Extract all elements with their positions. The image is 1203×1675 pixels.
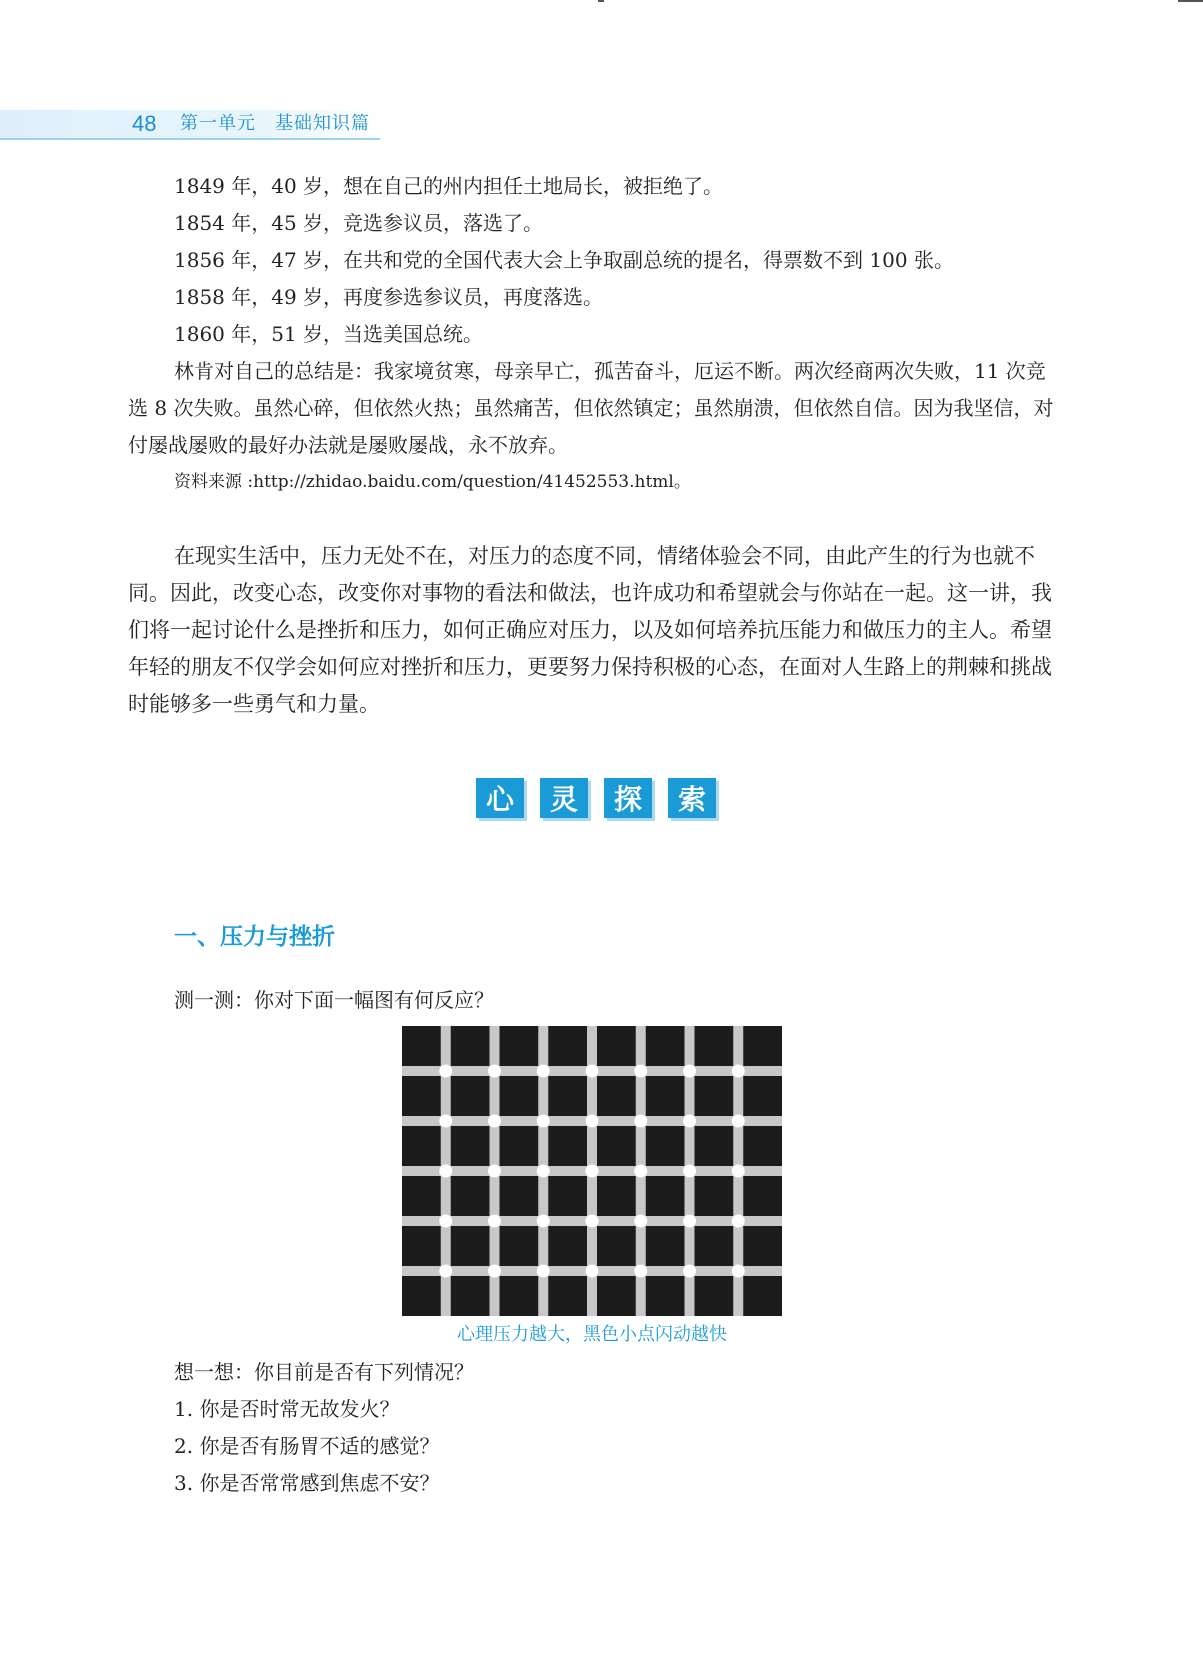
header-rule <box>0 138 380 140</box>
crop-mark-top-center <box>598 0 604 2</box>
intro-section <box>128 538 1060 723</box>
grid-intersection-dot <box>439 1115 452 1128</box>
grid-intersection-dot <box>586 1165 599 1178</box>
grid-intersection-dot <box>439 1165 452 1178</box>
running-header-title: 第一单元 基础知识篇 <box>180 113 370 134</box>
grid-intersection-dot <box>683 1265 696 1278</box>
grid-square <box>500 1226 539 1266</box>
grid-intersection-dot <box>488 1215 501 1228</box>
grid-square <box>597 1226 636 1266</box>
banner-char: 探 <box>604 778 652 818</box>
grid-square <box>695 1076 734 1116</box>
grid-square <box>500 1076 539 1116</box>
grid-intersection-dot <box>634 1115 647 1128</box>
hermann-grid-illusion <box>402 1026 782 1316</box>
grid-intersection-dot <box>634 1265 647 1278</box>
grid-square <box>743 1126 782 1166</box>
intro-paragraph: 在现实生活中，压力无处不在，对压力的态度不同，情绪体验会不同，由此产生的行为也就不同。因此，改变心态，改变你对事物的看法和做法，也许成功和希望就会与你站在一起。这一讲，我们将一起讨论什么是挫折和压力，如何正确应对压力，以及如何培养抗压能力和做压力的主人。希望年轻的朋友不仅学会如何应对挫折和压力，更要努力保持积极的心态，在面对人生路上的荆棘和挑战时能够多一些勇气和力量。 <box>128 544 1052 716</box>
grid-intersection-dot <box>537 1115 550 1128</box>
grid-square <box>402 1076 441 1116</box>
self-check-questions <box>174 1354 474 1502</box>
grid-square <box>695 1176 734 1216</box>
grid-square <box>743 1026 782 1066</box>
grid-intersection-dot <box>732 1065 745 1078</box>
grid-square <box>646 1276 685 1316</box>
grid-square <box>548 1176 587 1216</box>
grid-square <box>548 1026 587 1066</box>
grid-square <box>402 1126 441 1166</box>
grid-square <box>646 1176 685 1216</box>
grid-intersection-dot <box>732 1265 745 1278</box>
grid-intersection-dot <box>634 1165 647 1178</box>
grid-square <box>695 1026 734 1066</box>
grid-intersection-dot <box>488 1265 501 1278</box>
grid-intersection-dot <box>732 1115 745 1128</box>
source-citation: 资料来源 :http://zhidao.baidu.com/question/41452553.html。 <box>174 472 691 492</box>
grid-square <box>500 1126 539 1166</box>
section-heading: 一、压力与挫折 <box>174 924 335 950</box>
grid-intersection-dot <box>488 1165 501 1178</box>
section-banner <box>476 778 716 818</box>
grid-square <box>597 1076 636 1116</box>
story-summary: 林肯对自己的总结是：我家境贫寒，母亲早亡，孤苦奋斗，厄运不断。两次经商两次失败，11 次竞选 8 次失败。虽然心碎，但依然火热；虽然痛苦，但依然镇定；虽然崩溃，但依然自信。因为我坚信，对付屡战屡败的最好办法就是屡败屡战，永不放弃。 <box>128 359 1054 457</box>
grid-intersection-dot <box>537 1215 550 1228</box>
grid-intersection-dot <box>537 1165 550 1178</box>
grid-square <box>743 1226 782 1266</box>
grid-square <box>695 1276 734 1316</box>
grid-square <box>695 1226 734 1266</box>
grid-square <box>548 1126 587 1166</box>
story-line: 1856 年，47 岁，在共和党的全国代表大会上争取副总统的提名，得票数不到 100 张。 <box>174 248 954 272</box>
grid-intersection-dot <box>537 1265 550 1278</box>
grid-square <box>597 1026 636 1066</box>
grid-intersection-dot <box>732 1215 745 1228</box>
lincoln-story <box>128 168 1058 501</box>
grid-intersection-dot <box>683 1065 696 1078</box>
grid-square <box>402 1176 441 1216</box>
grid-intersection-dot <box>683 1215 696 1228</box>
grid-square <box>402 1276 441 1316</box>
grid-intersection-dot <box>488 1065 501 1078</box>
grid-square <box>451 1176 490 1216</box>
grid-square <box>743 1176 782 1216</box>
grid-square <box>548 1076 587 1116</box>
banner-char: 索 <box>668 778 716 818</box>
grid-intersection-dot <box>634 1065 647 1078</box>
grid-square <box>451 1026 490 1066</box>
banner-char: 灵 <box>540 778 588 818</box>
grid-intersection-dot <box>683 1165 696 1178</box>
story-line: 1849 年，40 岁，想在自己的州内担任土地局长，被拒绝了。 <box>174 174 724 198</box>
grid-intersection-dot <box>586 1265 599 1278</box>
grid-intersection-dot <box>439 1215 452 1228</box>
test-prompt: 测一测：你对下面一幅图有何反应？ <box>174 988 494 1012</box>
grid-square <box>695 1126 734 1166</box>
grid-square <box>646 1026 685 1066</box>
grid-square <box>451 1276 490 1316</box>
grid-intersection-dot <box>634 1215 647 1228</box>
grid-square <box>646 1126 685 1166</box>
grid-intersection-dot <box>586 1065 599 1078</box>
grid-square <box>451 1226 490 1266</box>
grid-square <box>548 1276 587 1316</box>
grid-intersection-dot <box>586 1115 599 1128</box>
think-prompt: 想一想：你目前是否有下列情况？ <box>174 1360 474 1384</box>
grid-intersection-dot <box>586 1215 599 1228</box>
grid-intersection-dot <box>537 1065 550 1078</box>
question-item: 2. 你是否有肠胃不适的感觉？ <box>174 1434 440 1458</box>
question-item: 3. 你是否常常感到焦虑不安？ <box>174 1471 440 1495</box>
grid-square <box>500 1026 539 1066</box>
grid-square <box>646 1076 685 1116</box>
grid-intersection-dot <box>488 1115 501 1128</box>
grid-intersection-dot <box>439 1265 452 1278</box>
question-item: 1. 你是否时常无故发火？ <box>174 1397 400 1421</box>
story-line: 1858 年，49 岁，再度参选参议员，再度落选。 <box>174 285 604 309</box>
page-number: 48 <box>132 111 157 136</box>
grid-square <box>451 1076 490 1116</box>
grid-square <box>597 1176 636 1216</box>
grid-square <box>646 1226 685 1266</box>
grid-intersection-dot <box>683 1115 696 1128</box>
story-line: 1854 年，45 岁，竞选参议员，落选了。 <box>174 211 544 235</box>
grid-square <box>743 1276 782 1316</box>
grid-square <box>500 1176 539 1216</box>
figure-caption: 心理压力越大，黑色小点闪动越快 <box>457 1324 727 1345</box>
grid-intersection-dot <box>439 1065 452 1078</box>
grid-intersection-dot <box>732 1165 745 1178</box>
story-line: 1860 年，51 岁，当选美国总统。 <box>174 322 484 346</box>
grid-square <box>548 1226 587 1266</box>
grid-square <box>743 1076 782 1116</box>
grid-square <box>597 1276 636 1316</box>
grid-square <box>597 1126 636 1166</box>
crop-mark-top-right <box>1178 0 1203 2</box>
grid-square <box>402 1226 441 1266</box>
grid-square <box>402 1026 441 1066</box>
grid-square <box>451 1126 490 1166</box>
grid-square <box>500 1276 539 1316</box>
banner-char: 心 <box>476 778 524 818</box>
